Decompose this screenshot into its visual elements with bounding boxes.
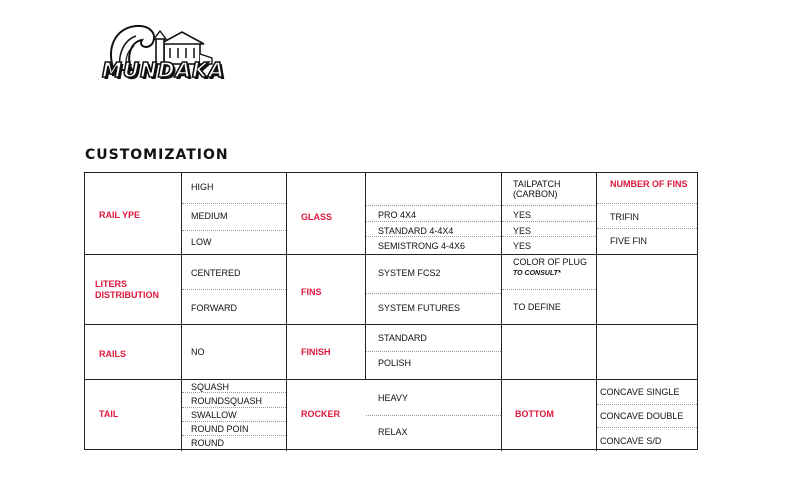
finish-label: FINISH xyxy=(301,347,331,357)
liters-option: CENTERED xyxy=(191,268,241,278)
section-title: CUSTOMIZATION xyxy=(85,147,229,163)
tail-option: ROUNDSQUASH xyxy=(191,396,263,406)
tailpatch-header: TAILPATCH (CARBON) xyxy=(513,179,561,199)
tail-option: SQUASH xyxy=(191,382,230,392)
tail-label: TAIL xyxy=(99,409,119,419)
rails-label: RAILS xyxy=(99,349,126,359)
tail-option: ROUND POIN xyxy=(191,424,249,434)
glass-row-value: YES xyxy=(513,226,532,236)
customization-table xyxy=(84,172,698,450)
rail-type-option: LOW xyxy=(191,237,212,247)
fins-count-option: FIVE FIN xyxy=(610,236,648,246)
liters-distribution-label: LITERS DISTRIBUTION xyxy=(95,279,159,300)
finish-option: POLISH xyxy=(378,358,412,368)
glass-row-name: SEMISTRONG 4-4X6 xyxy=(378,241,466,251)
bottom-option: CONCAVE DOUBLE xyxy=(600,411,684,421)
fins-system-option: SYSTEM FUTURES xyxy=(378,303,461,313)
rails-option: NO xyxy=(191,347,205,357)
rocker-option: RELAX xyxy=(378,427,408,437)
color-of-plug-cell xyxy=(513,257,593,279)
fins-system-option: SYSTEM FCS2 xyxy=(378,268,441,278)
number-of-fins-label: NUMBER OF FINS xyxy=(610,179,688,189)
tail-option: ROUND xyxy=(191,438,224,448)
finish-option: STANDARD xyxy=(378,333,427,343)
rocker-label: ROCKER xyxy=(301,409,341,419)
color-of-plug-label: COLOR OF PLUG xyxy=(513,257,588,267)
rail-type-option: MEDIUM xyxy=(191,211,228,221)
rocker-option: HEAVY xyxy=(378,393,408,403)
bottom-option: CONCAVE SINGLE xyxy=(600,387,680,397)
liters-option: FORWARD xyxy=(191,303,237,313)
rail-type-label: RAIL YPE xyxy=(99,210,141,220)
plug-value: TO DEFINE xyxy=(513,302,561,312)
bottom-label: BOTTOM xyxy=(515,409,554,419)
bottom-option: CONCAVE S/D xyxy=(600,436,662,446)
tail-option: SWALLOW xyxy=(191,410,237,420)
glass-row-name: PRO 4X4 xyxy=(378,210,417,220)
fins-label: FINS xyxy=(301,287,322,297)
glass-row-value: YES xyxy=(513,210,532,220)
glass-label: GLASS xyxy=(301,212,333,222)
glass-row-name: STANDARD 4-4X4 xyxy=(378,226,454,236)
fins-count-option: TRIFIN xyxy=(610,212,639,222)
logo-wordmark: MUNDAKA xyxy=(102,58,225,82)
glass-row-value: YES xyxy=(513,241,532,251)
rail-type-option: HIGH xyxy=(191,182,214,192)
plug-consult-note: TO CONSULT* xyxy=(513,270,561,277)
